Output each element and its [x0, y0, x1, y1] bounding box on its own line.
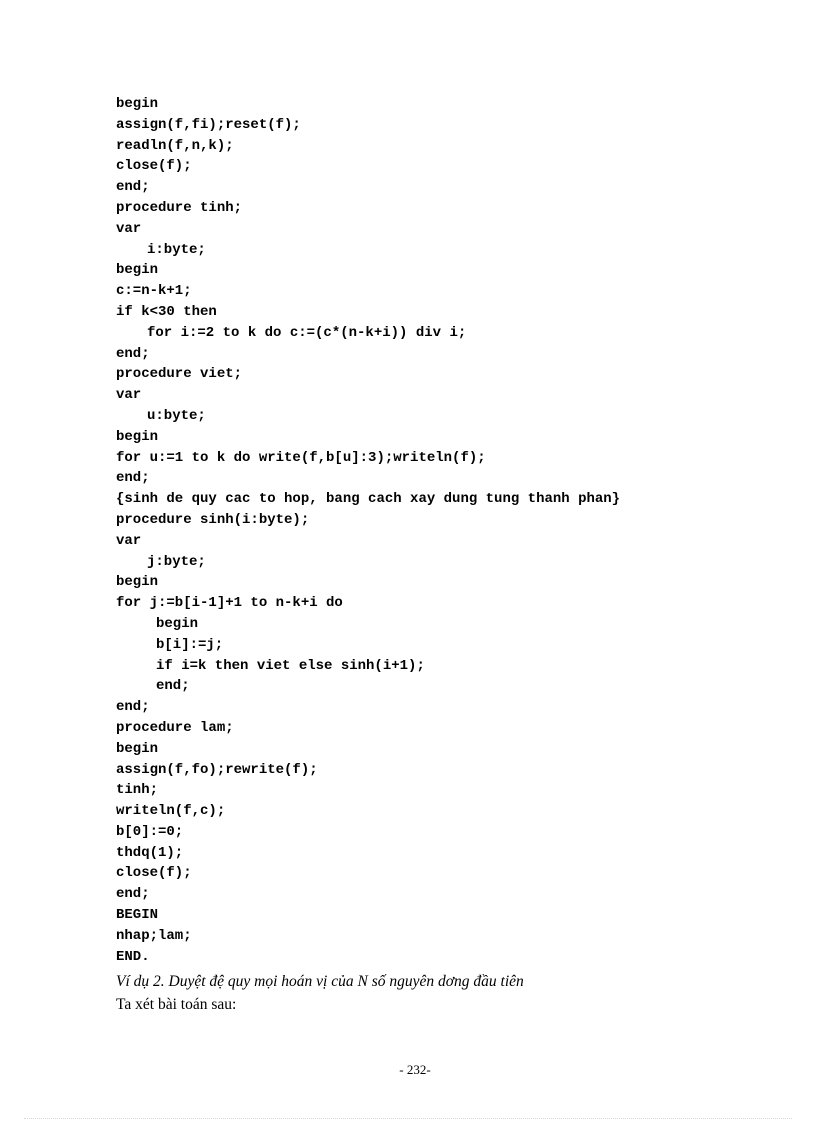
code-line: procedure viet; — [116, 366, 243, 383]
code-line: var — [116, 387, 142, 404]
code-line: BEGIN — [116, 907, 159, 924]
code-comment: {sinh de quy cac to hop, bang cach xay dung tung thanh phan} — [116, 491, 621, 508]
code-line: close(f); — [116, 865, 192, 882]
code-line: begin — [116, 262, 159, 279]
code-line: procedure lam; — [116, 719, 234, 736]
code-line: if i=k then viet else sinh(i+1); — [156, 657, 425, 674]
code-line: begin — [116, 574, 159, 591]
code-line: begin — [116, 96, 159, 112]
code-line: for i:=2 to k do c:=(c*(n-k+i)) div i; — [147, 324, 467, 341]
code-line: end; — [116, 179, 150, 196]
code-line: end; — [156, 678, 190, 695]
bottom-divider — [24, 1118, 792, 1119]
code-line: procedure tinh; — [116, 199, 243, 216]
code-line: for u:=1 to k do write(f,b[u]:3);writeln(f); — [116, 449, 486, 466]
code-line: end; — [116, 886, 150, 903]
code-line: begin — [156, 615, 199, 632]
code-line: assign(f,fi);reset(f); — [116, 116, 301, 133]
code-line: u:byte; — [147, 407, 206, 424]
code-line: var — [116, 220, 142, 237]
code-line: readln(f,n,k); — [116, 137, 234, 154]
code-line: b[i]:=j; — [156, 636, 224, 653]
code-line: j:byte; — [147, 553, 206, 570]
code-line: for j:=b[i-1]+1 to n-k+i do — [116, 595, 343, 612]
code-line: thdq(1); — [116, 844, 184, 861]
code-line: var — [116, 532, 142, 549]
code-line: i:byte; — [147, 241, 206, 258]
code-line: end; — [116, 470, 150, 487]
example-caption: Ví dụ 2. Duyệt đệ quy mọi hoán vị của N số nguyên dơng đầu tiên — [116, 973, 524, 990]
code-line: b[0]:=0; — [116, 823, 184, 840]
code-line: if k<30 then — [116, 303, 217, 320]
code-line: writeln(f,c); — [116, 803, 226, 820]
code-line: procedure sinh(i:byte); — [116, 511, 310, 528]
code-line: tinh; — [116, 782, 159, 799]
code-line: close(f); — [116, 158, 192, 175]
code-line: begin — [116, 428, 159, 445]
code-line: c:=n-k+1; — [116, 283, 192, 300]
code-line: assign(f,fo);rewrite(f); — [116, 761, 318, 778]
code-line: end; — [116, 699, 150, 716]
code-line: begin — [116, 740, 159, 757]
body-paragraph: Ta xét bài toán sau: — [116, 996, 237, 1013]
code-line: END. — [116, 948, 150, 965]
page-number: - 232- — [399, 1062, 431, 1077]
code-line: end; — [116, 345, 150, 362]
code-listing — [116, 94, 620, 967]
code-line: nhap;lam; — [116, 927, 192, 944]
